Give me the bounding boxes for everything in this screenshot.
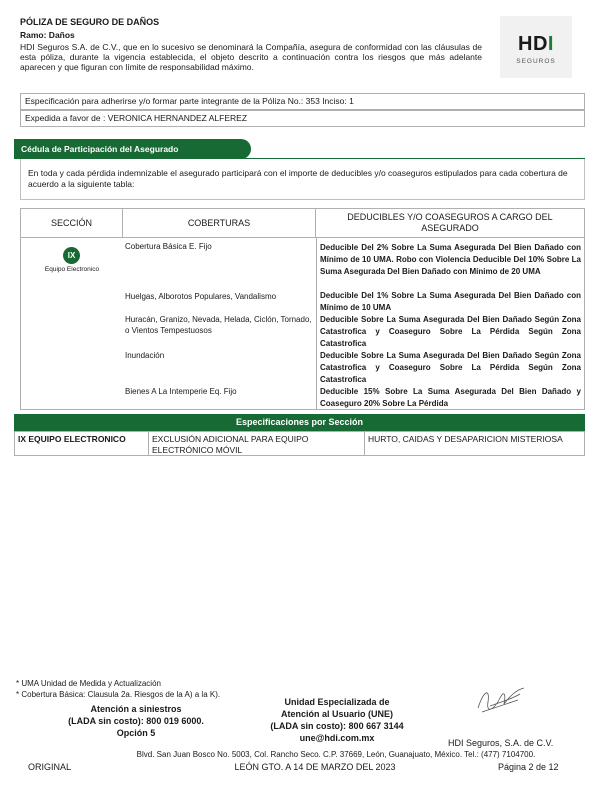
page-number: Página 2 de 12 [498, 762, 559, 772]
spec-title: Especificaciones por Sección [14, 414, 585, 431]
deducible-huracan: Deducible Sobre La Suma Asegurada Del Bien Dañado Según Zona Catastrofica y Coaseguro Sobre La Pérdida Según Zona Catastrofica [320, 315, 581, 348]
expedida-box: Expedida a favor de : VERONICA HERNANDEZ ALFEREZ [20, 110, 585, 127]
header-coberturas: COBERTURAS [123, 208, 316, 238]
spec-riesgos: HURTO, CAIDAS Y DESAPARICION MISTERIOSA [365, 431, 585, 456]
section-name: Equipo Electronico [44, 266, 100, 273]
original-label: ORIGINAL [28, 762, 72, 772]
spec-exclusion: EXCLUSIÓN ADICIONAL PARA EQUIPO ELECTRÓNICO MÓVIL [149, 431, 365, 456]
spec-seccion: IX EQUIPO ELECTRONICO [14, 431, 149, 456]
cobertura-huelgas: Huelgas, Alborotos Populares, Vandalismo [125, 292, 277, 301]
ramo-label: Ramo: Daños [20, 30, 75, 40]
siniestros-contact: Atención a siniestros (LADA sin costo): 800 019 6000. Opción 5 [68, 704, 204, 738]
logo-subtitle: SEGUROS [516, 58, 556, 65]
company-address: Blvd. San Juan Bosco No. 5003, Col. Rancho Seco. C.P. 37669, León, Guanajuato, México. Tel.: (477) 7104700. [136, 750, 536, 759]
table-column-divider [316, 238, 317, 410]
une-email-link[interactable]: une@hdi.com.mx [299, 733, 375, 743]
deducible-huelgas: Deducible Del 1% Sobre La Suma Asegurada Del Bien Dañado con Mínimo de 10 UMA [320, 291, 581, 312]
deducible-inundacion: Deducible Sobre La Suma Asegurada Del Bien Dañado Según Zona Catastrofica y Coaseguro Sobre La Pérdida Según Zona Catastrofica [320, 351, 581, 384]
header-seccion: SECCIÓN [20, 208, 123, 238]
cobertura-huracan: Huracán, Granizo, Nevada, Helada, Ciclón, Tornado, o Vientos Tempestuosos [125, 315, 312, 335]
section-ix-badge: IX [63, 247, 80, 264]
cedula-text: En toda y cada pérdida indemnizable el asegurado participará con el importe de deducibles y/o coaseguros estipulados para cada cobertura de acuerdo a la siguiente tabla: [28, 168, 568, 189]
deducible-intemperie: Deducible 15% Sobre La Suma Asegurada Del Bien Dañado y Coaseguro 20% Sobre La Pérdida [320, 387, 581, 408]
header-deducibles: DEDUCIBLES Y/O COASEGUROS A CARGO DEL ASEGURADO [316, 208, 585, 238]
company-name: HDI Seguros, S.A. de C.V. [448, 738, 554, 748]
logo-wordmark: HDI [518, 33, 554, 55]
note-uma: * UMA Unidad de Medida y Actualización [16, 679, 161, 688]
cobertura-intemperie: Bienes A La Intemperie Eq. Fijo [125, 387, 237, 396]
especificacion-box: Especificación para adherirse y/o formar parte integrante de la Póliza No.: 353 Inciso: 1 [20, 93, 585, 110]
une-contact: Unidad Especializada de Atención al Usuario (UNE) (LADA sin costo): 800 667 3144 une@hdi.com.mx [258, 696, 416, 744]
cedula-title: Cédula de Participación del Asegurado [14, 139, 251, 159]
cobertura-basica: Cobertura Básica E. Fijo [125, 242, 212, 251]
deducible-basica: Deducible Del 2% Sobre La Suma Asegurada Del Bien Dañado con Mínimo de 10 UMA. Robo con Violencia Deducible Del 10% Sobre La Suma Asegurada Del Bien Dañado con Mínimo de 20 UMA [320, 243, 581, 276]
signature-image [470, 680, 530, 720]
hdi-logo [500, 16, 572, 78]
note-cobertura-basica: * Cobertura Básica: Clausula 2a. Riesgos de la A) a la K). [16, 690, 221, 699]
document-title: PÓLIZA DE SEGURO DE DAÑOS [20, 17, 160, 27]
place-date: LEÓN GTO. A 14 DE MARZO DEL 2023 [234, 762, 396, 772]
intro-paragraph: HDI Seguros S.A. de C.V., que en lo sucesivo se denominará la Compañía, asegura de conformidad con las cláusulas de esta póliza, durante la vigencia establecida, el objeto descrito a continuación contra los riesgos que más adelante aparecen y que figuran con límite de responsabilidad máximo. [20, 42, 482, 72]
cobertura-inundacion: Inundación [125, 351, 165, 360]
